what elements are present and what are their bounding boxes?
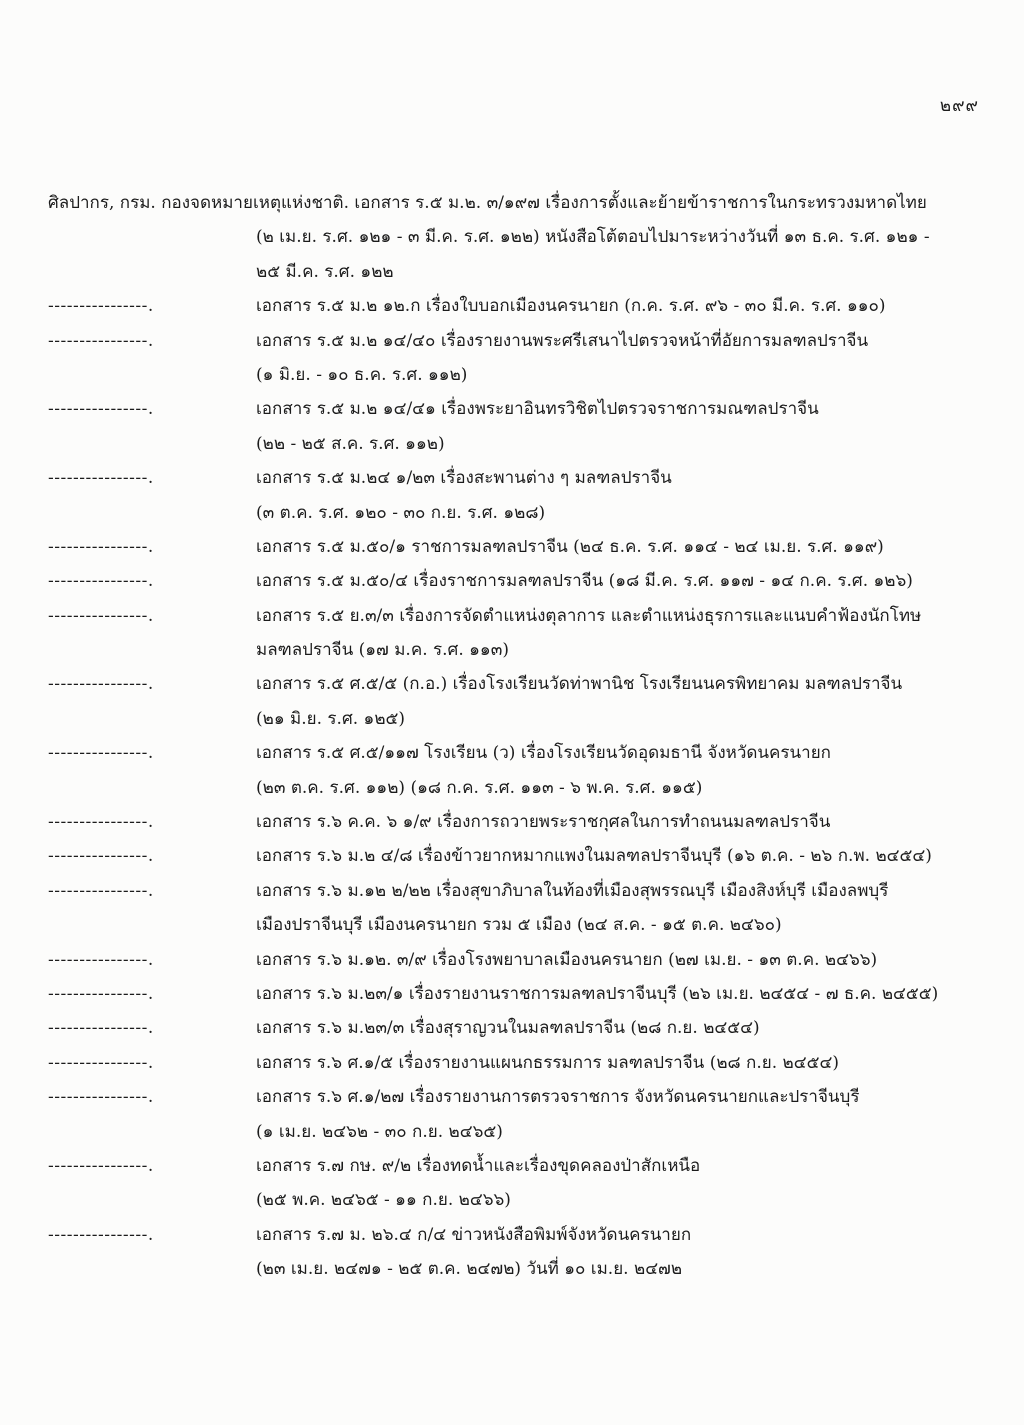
bibliography-entry [0, 839, 1024, 873]
repeat-author-dash: ----------------. [48, 1052, 154, 1073]
entry-line [0, 530, 1024, 564]
entry-line [0, 943, 1024, 977]
entry-line [0, 427, 1024, 461]
repeat-author-dash: ----------------. [48, 1224, 154, 1245]
entry-text: (๒๓ เม.ย. ๒๔๗๑ - ๒๕ ต.ค. ๒๔๗๒) วันที่ ๑๐ เม.ย. ๒๔๗๒ [256, 1259, 683, 1280]
entry-text: เอกสาร ร.๖ ม.๑๒. ๓/๙ เรื่องโรงพยาบาลเมืองนครนายก (๒๗ เม.ย. - ๑๓ ต.ค. ๒๔๖๖) [256, 949, 878, 970]
bibliography-entry [0, 874, 1024, 943]
entry-text: เอกสาร ร.๕ ย.๓/๓ เรื่องการจัดตำแหน่งตุลาการ และตำแหน่งธุรการและแนบคำฟ้องนักโทษ [256, 605, 922, 626]
entry-line [0, 771, 1024, 805]
entry-text: เอกสาร ร.๖ ศ.๑/๒๗ เรื่องรายงานการตรวจราชการ จังหวัดนครนายกและปราจีนบุรี [256, 1087, 860, 1108]
repeat-author-dash: ----------------. [48, 468, 154, 489]
repeat-author-dash: ----------------. [48, 399, 154, 420]
entry-text: เอกสาร ร.๖ ค.ค. ๖ ๑/๙ เรื่องการถวายพระราชกุศลในการทำถนนมลฑลปราจีน [256, 812, 831, 833]
entry-text: เมืองปราจีนบุรี เมืองนครนายก รวม ๕ เมือง (๒๔ ส.ค. - ๑๕ ต.ค. ๒๔๖๐) [256, 915, 782, 936]
bibliography-entry [0, 1046, 1024, 1080]
entry-line [0, 702, 1024, 736]
entry-line [0, 186, 1024, 220]
entry-text: เอกสาร ร.๖ ม.๒๓/๑ เรื่องรายงานราชการมลฑลปราจีนบุรี (๒๖ เม.ย. ๒๔๕๔ - ๗ ธ.ค. ๒๔๕๕) [256, 983, 939, 1004]
entry-line [0, 1252, 1024, 1286]
entry-line [0, 599, 1024, 633]
entry-line [0, 1218, 1024, 1252]
bibliography-entry [0, 461, 1024, 530]
bibliography-entry [0, 324, 1024, 393]
entry-text: เอกสาร ร.๖ ม.๑๒ ๒/๒๒ เรื่องสุขาภิบาลในท้องที่เมืองสุพรรณบุรี เมืองสิงห์บุรี เมืองลพบุรี [256, 880, 889, 901]
entry-line [0, 220, 1024, 254]
entry-line [0, 496, 1024, 530]
entry-text: เอกสาร ร.๕ ม.๒ ๑๔/๔๑ เรื่องพระยาอินทรวิชิตไปตรวจราชการมณฑลปราจีน [256, 399, 819, 420]
entry-text: เอกสาร ร.๗ กษ. ๙/๒ เรื่องทดน้ำและเรื่องขุดคลองป่าสักเหนือ [256, 1155, 701, 1176]
entry-text: เอกสาร ร.๕ ม.๒ ๑๒.ก เรื่องใบบอกเมืองนครนายก (ก.ค. ร.ศ. ๙๖ - ๓๐ มี.ค. ร.ศ. ๑๑๐) [256, 296, 886, 317]
entry-text: เอกสาร ร.๕ ศ.๕/๕ (ก.อ.) เรื่องโรงเรียนวัดท่าพานิช โรงเรียนนครพิทยาคม มลฑลปราจีน [256, 674, 903, 695]
repeat-author-dash: ----------------. [48, 571, 154, 592]
entry-text: เอกสาร ร.๕ ม.๕๐/๔ เรื่องราชการมลฑลปราจีน (๑๘ มี.ค. ร.ศ. ๑๑๗ - ๑๔ ก.ค. ร.ศ. ๑๒๖) [256, 571, 913, 592]
bibliography-entry [0, 1149, 1024, 1218]
bibliography-entry [0, 186, 1024, 289]
entry-line [0, 564, 1024, 598]
bibliography-entry [0, 564, 1024, 598]
repeat-author-dash: ----------------. [48, 1087, 154, 1108]
bibliography-entry [0, 667, 1024, 736]
repeat-author-dash: ----------------. [48, 880, 154, 901]
entry-line [0, 633, 1024, 667]
repeat-author-dash: ----------------. [48, 1018, 154, 1039]
bibliography-entry [0, 599, 1024, 668]
entry-text: เอกสาร ร.๗ ม. ๒๖.๔ ก/๔ ข่าวหนังสือพิมพ์จังหวัดนครนายก [256, 1224, 692, 1245]
bibliography-entry [0, 943, 1024, 977]
repeat-author-dash: ----------------. [48, 674, 154, 695]
bibliography-list [0, 186, 1024, 1287]
entry-line [0, 839, 1024, 873]
repeat-author-dash: ----------------. [48, 743, 154, 764]
repeat-author-dash: ----------------. [48, 983, 154, 1004]
repeat-author-dash: ----------------. [48, 846, 154, 867]
repeat-author-dash: ----------------. [48, 605, 154, 626]
entry-text: (๒๕ พ.ค. ๒๔๖๕ - ๑๑ ก.ย. ๒๔๖๖) [256, 1190, 511, 1211]
entry-line [0, 667, 1024, 701]
repeat-author-dash: ----------------. [48, 330, 154, 351]
repeat-author-dash: ----------------. [48, 949, 154, 970]
entry-line [0, 392, 1024, 426]
entry-line [0, 1080, 1024, 1114]
entry-line [0, 461, 1024, 495]
entry-text: ศิลปากร, กรม. กองจดหมายเหตุแห่งชาติ. เอกสาร ร.๕ ม.๒. ๓/๑๙๗ เรื่องการตั้งและย้ายข้าราชการในกระทรวงมหาดไทย [48, 193, 927, 213]
repeat-author-dash: ----------------. [48, 1155, 154, 1176]
page-number: ๒๙๙ [939, 96, 979, 116]
entry-line [0, 977, 1024, 1011]
repeat-author-dash: ----------------. [48, 296, 154, 317]
entry-text: ๒๕ มี.ค. ร.ศ. ๑๒๒ [256, 261, 394, 282]
entry-line [0, 358, 1024, 392]
entry-line [0, 805, 1024, 839]
entry-text: เอกสาร ร.๕ ม.๕๐/๑ ราชการมลฑลปราจีน (๒๔ ธ.ค. ร.ศ. ๑๑๔ - ๒๔ เม.ย. ร.ศ. ๑๑๙) [256, 536, 884, 557]
entry-text: (๑ เม.ย. ๒๔๖๒ - ๓๐ ก.ย. ๒๔๖๕) [256, 1121, 503, 1142]
entry-text: (๓ ต.ค. ร.ศ. ๑๒๐ - ๓๐ ก.ย. ร.ศ. ๑๒๘) [256, 502, 546, 523]
bibliography-entry [0, 1218, 1024, 1287]
bibliography-entry [0, 289, 1024, 323]
bibliography-entry [0, 1080, 1024, 1149]
entry-text: เอกสาร ร.๕ ศ.๕/๑๑๗ โรงเรียน (ว) เรื่องโรงเรียนวัดอุดมธานี จังหวัดนครนายก [256, 743, 831, 764]
entry-line [0, 1183, 1024, 1217]
entry-line [0, 874, 1024, 908]
bibliography-entry [0, 977, 1024, 1011]
entry-text: (๒๓ ต.ค. ร.ศ. ๑๑๒) (๑๘ ก.ค. ร.ศ. ๑๑๓ - ๖ พ.ค. ร.ศ. ๑๑๕) [256, 777, 703, 798]
entry-text: เอกสาร ร.๖ ม.๒ ๔/๘ เรื่องข้าวยากหมากแพงในมลฑลปราจีนบุรี (๑๖ ต.ค. - ๒๖ ก.พ. ๒๔๕๔) [256, 846, 932, 867]
entry-text: เอกสาร ร.๖ ศ.๑/๕ เรื่องรายงานแผนกธรรมการ มลฑลปราจีน (๒๘ ก.ย. ๒๔๕๔) [256, 1052, 839, 1073]
entry-line [0, 736, 1024, 770]
entry-text: (๑ มิ.ย. - ๑๐ ธ.ค. ร.ศ. ๑๑๒) [256, 364, 468, 385]
entry-line [0, 1046, 1024, 1080]
entry-text: (๒๑ มิ.ย. ร.ศ. ๑๒๕) [256, 708, 406, 729]
entry-text: มลฑลปราจีน (๑๗ ม.ค. ร.ศ. ๑๑๓) [256, 640, 509, 661]
entry-line [0, 908, 1024, 942]
repeat-author-dash: ----------------. [48, 812, 154, 833]
entry-line [0, 289, 1024, 323]
bibliography-entry [0, 805, 1024, 839]
bibliography-entry [0, 736, 1024, 805]
entry-line [0, 255, 1024, 289]
entry-text: เอกสาร ร.๕ ม.๒๔ ๑/๒๓ เรื่องสะพานต่าง ๆ มลฑลปราจีน [256, 468, 672, 489]
entry-line [0, 324, 1024, 358]
entry-line [0, 1115, 1024, 1149]
entry-text: (๒ เม.ย. ร.ศ. ๑๒๑ - ๓ มี.ค. ร.ศ. ๑๒๒) หนังสือโต้ตอบไปมาระหว่างวันที่ ๑๓ ธ.ค. ร.ศ. ๑๒๑ - [256, 227, 930, 248]
repeat-author-dash: ----------------. [48, 536, 154, 557]
entry-text: (๒๒ - ๒๕ ส.ค. ร.ศ. ๑๑๒) [256, 433, 445, 454]
bibliography-entry [0, 1011, 1024, 1045]
entry-text: เอกสาร ร.๖ ม.๒๓/๓ เรื่องสุราญวนในมลฑลปราจีน (๒๘ ก.ย. ๒๔๕๔) [256, 1018, 760, 1039]
bibliography-entry [0, 392, 1024, 461]
bibliography-entry [0, 530, 1024, 564]
entry-line [0, 1011, 1024, 1045]
entry-line [0, 1149, 1024, 1183]
entry-text: เอกสาร ร.๕ ม.๒ ๑๔/๔๐ เรื่องรายงานพระศรีเสนาไปตรวจหน้าที่อัยการมลฑลปราจีน [256, 330, 869, 351]
